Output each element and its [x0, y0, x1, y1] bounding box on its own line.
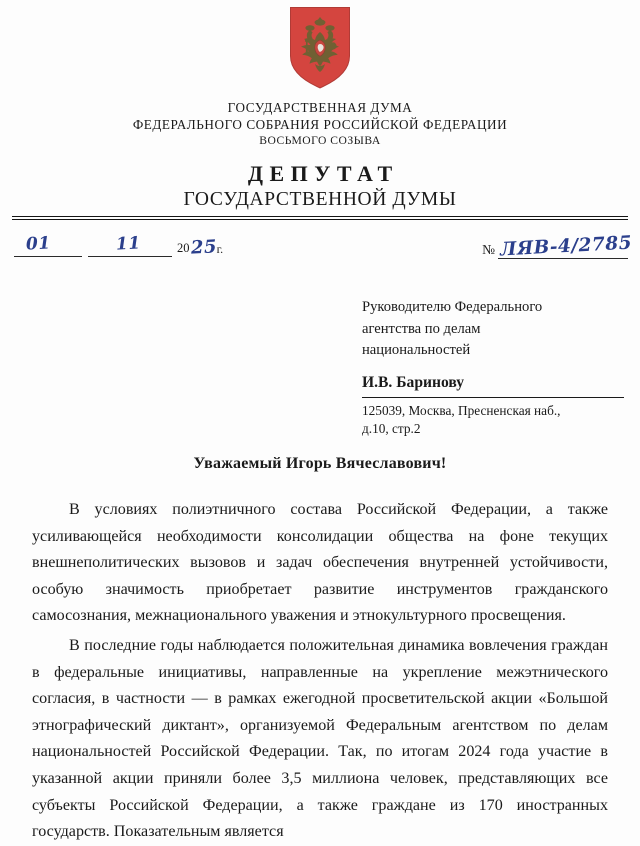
salutation: Уважаемый Игорь Вячеславович!: [193, 455, 447, 472]
addressee-address: [362, 402, 630, 438]
letterhead-header: [0, 100, 640, 211]
date-field[interactable]: [14, 233, 224, 259]
letter-body: [32, 497, 608, 846]
header-line-federal-assembly: ФЕДЕРАЛЬНОГО СОБРАНИЯ РОССИЙСКОЙ ФЕДЕРАЦИИ: [132, 116, 508, 132]
date-year-suffix: г.: [216, 242, 224, 256]
addressee-address-line-1: 125039, Москва, Пресненская наб.,: [362, 402, 561, 418]
addressee-name: И.В. Баринову: [362, 373, 624, 398]
date-year-prefix: 20: [177, 241, 190, 255]
addressee-role-line-1: Руководителю Федерального: [362, 299, 543, 315]
date-day-blank[interactable]: [14, 233, 82, 257]
document-meta-row: [0, 228, 640, 276]
date-month-blank[interactable]: [88, 233, 172, 257]
addressee-role: [362, 297, 630, 362]
body-paragraph-2: В последние годы наблюдается положительная динамика вовлечения граждан в федеральные инициативы, направленные на укрепление межэтнического согласия, в частности — в рамках ежегодной просветительской акции «Большой этнографический диктант», организуемой Федеральным агентством по делам национальностей Российской Федерации. Так, по итогам 2024 года участие в указанной акции приняли более 3,5 миллиона человек, представляющих все субъекты Российской Федерации, а также граждане из 170 иностранных государств. Показательным является: [32, 636, 608, 841]
date-month-handwritten: 11: [115, 233, 142, 255]
emblem-container: [0, 6, 640, 90]
registration-number-handwritten: ЛЯВ-4/2785: [499, 232, 633, 261]
date-year-handwritten: 25: [189, 236, 218, 259]
header-line-convocation: ВОСЬМОГО СОЗЫВА: [259, 134, 381, 147]
addressee-address-line-2: д.10, стр.2: [362, 420, 421, 436]
number-sign: №: [482, 242, 495, 257]
registration-number-blank[interactable]: [498, 232, 633, 261]
addressee-role-line-3: национальностей: [362, 342, 471, 358]
header-subtitle-state-duma: ГОСУДАРСТВЕННОЙ ДУМЫ: [183, 189, 457, 210]
body-paragraph-1: В условиях полиэтничного состава Российской Федерации, а также усиливающейся необходимости консолидации общества на фоне текущих внешнеполитических вызовов и задач обеспечения внутренней устойчивости, особую значимость приобретает развитие инструментов гражданского самосознания, межнационального уважения и этнокультурного просвещения.: [32, 501, 608, 625]
header-line-duma: ГОСУДАРСТВЕННАЯ ДУМА: [227, 100, 413, 115]
russian-coat-of-arms-icon: [289, 6, 351, 90]
header-divider: [12, 216, 628, 220]
addressee-block: [362, 297, 630, 438]
addressee-role-line-2: агентства по делам: [362, 320, 481, 337]
header-title-deputy: ДЕПУТАТ: [247, 161, 399, 186]
date-day-handwritten: 01: [25, 233, 52, 255]
registration-number-field[interactable]: [482, 232, 633, 261]
divider-line-bottom: [12, 219, 628, 220]
